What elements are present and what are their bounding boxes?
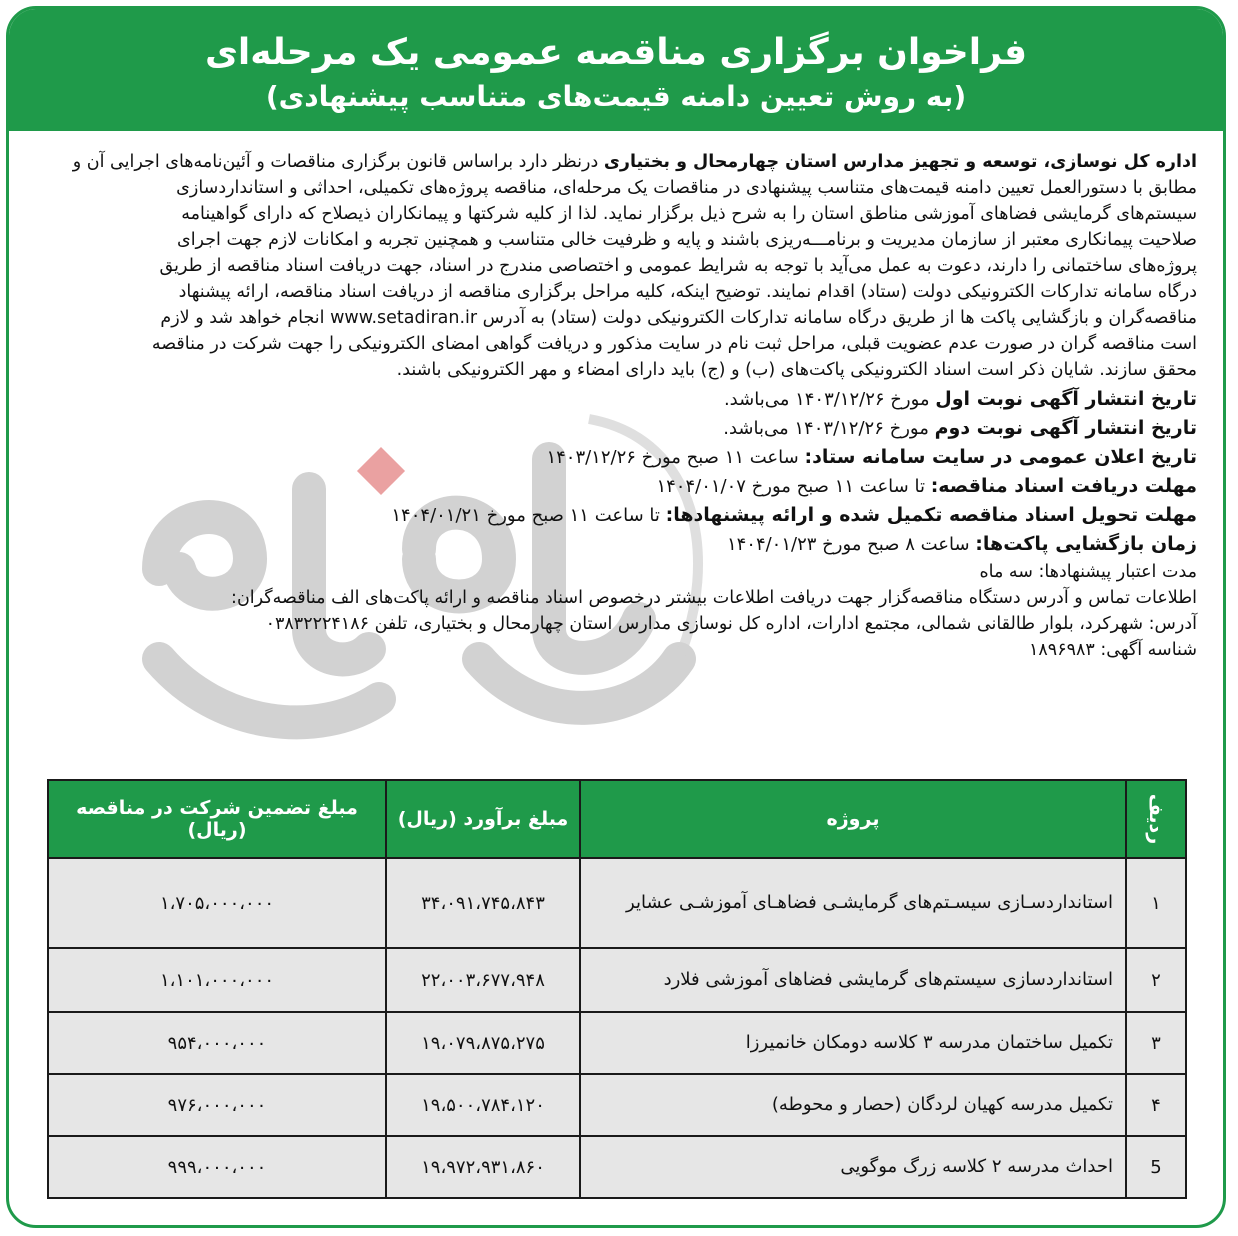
- row-index: ۲: [1126, 948, 1186, 1012]
- row-guarantee: ۱،۷۰۵،۰۰۰،۰۰۰: [48, 858, 386, 948]
- body-line-4: صلاحیت پیمانکاری معتبر از سازمان مدیریت و برنامـــه‌ریزی باشند و پایه و ظرفیت خالی متناسب و همچنین تجربه و امکانات لازم جهت اجرای: [177, 230, 1197, 250]
- body-line-6: درگاه سامانه تدارکات الکترونیکی دولت (ستاد) اقدام نمایند. توضیح اینکه، کلیه مراحل برگزاری مناقصه از دریافت اسناد مناقصه، ارائه پیشنهاد: [178, 282, 1197, 302]
- row-project: تکمیل ساختمان مدرسه ۳ کلاسه دومکان خانمیرزا: [580, 1012, 1126, 1074]
- row-project: استانداردسـازی سیسـتم‌های گرمایشـی فضاهـای آموزشـی عشایر: [580, 858, 1126, 948]
- row-estimate: ۲۲،۰۰۳،۶۷۷،۹۴۸: [386, 948, 580, 1012]
- row-project: تکمیل مدرسه کهیان لردگان (حصار و محوطه): [580, 1074, 1126, 1136]
- validity-period: مدت اعتبار پیشنهادها: سه ماه: [979, 562, 1197, 582]
- header-project: پروژه: [580, 780, 1126, 858]
- body-line-9: محقق سازند. شایان ذکر است اسناد الکترونیکی پاکت‌های (ب) و (ج) باید دارای امضاء و مهر الکترونیکی باشند.: [396, 360, 1197, 380]
- table-row: [48, 948, 1186, 1012]
- row-estimate: ۱۹،۰۷۹،۸۷۵،۲۷۵: [386, 1012, 580, 1074]
- body-line-2: مطابق با دستورالعمل تعیین دامنه قیمت‌های متناسب پیشنهادی در مناقصات یک مرحله‌ای، مناقصه پروژه‌های تکمیلی، احداثی و استانداردسازی: [176, 178, 1197, 198]
- ad-id: شناسه آگهی: ۱۸۹۶۹۸۳: [1029, 640, 1197, 660]
- table-row: [48, 1136, 1186, 1198]
- announcement-title: فراخوان برگزاری مناقصه عمومی یک مرحله‌ای: [204, 32, 1028, 73]
- date-public-announcement: تاریخ اعلان عمومی در سایت سامانه ستاد: ساعت ۱۱ صبح مورخ ۱۴۰۳/۱۲/۲۶: [546, 446, 1197, 468]
- organization-name: اداره کل نوسازی، توسعه و تجهیز مدارس استان چهارمحال و بختیاری: [603, 152, 1197, 172]
- row-guarantee: ۱،۱۰۱،۰۰۰،۰۰۰: [48, 948, 386, 1012]
- table-row: [48, 1012, 1186, 1074]
- body-text: [55, 149, 1197, 663]
- row-guarantee: ۹۹۹،۰۰۰،۰۰۰: [48, 1136, 386, 1198]
- announcement-subtitle: (به روش تعیین دامنه قیمت‌های متناسب پیشنهادی): [265, 80, 967, 113]
- date-second-publication: تاریخ انتشار آگهی نوبت دوم مورخ ۱۴۰۳/۱۲/۲۶ می‌باشد.: [723, 417, 1197, 439]
- header-index: ردیف: [1126, 780, 1186, 858]
- body-line-1: اداره کل نوسازی، توسعه و تجهیز مدارس استان چهارمحال و بختیاری درنظر دارد براساس قانون برگزاری مناقصات و آئین‌نامه‌های اجرایی آن و: [72, 152, 1197, 172]
- address: آدرس: شهرکرد، بلوار طالقانی شمالی، مجتمع ادارات، اداره کل نوسازی مدارس استان چهارمحال و بختیاری، تلفن ۰۳۸۳۲۲۲۴۱۸۶: [265, 614, 1197, 634]
- row-project: احداث مدرسه ۲ کلاسه زرگ موگویی: [580, 1136, 1126, 1198]
- date-submission-deadline: مهلت تحویل اسناد مناقصه تکمیل شده و ارائه پیشنهادها: تا ساعت ۱۱ صبح مورخ ۱۴۰۴/۰۱/۲۱: [391, 504, 1197, 526]
- header-estimate: مبلغ برآورد (ریال): [386, 780, 580, 858]
- row-index: ۱: [1126, 858, 1186, 948]
- row-estimate: ۱۹،۵۰۰،۷۸۴،۱۲۰: [386, 1074, 580, 1136]
- dates-list: [55, 385, 1197, 559]
- row-index: ۳: [1126, 1012, 1186, 1074]
- row-guarantee: ۹۷۶،۰۰۰،۰۰۰: [48, 1074, 386, 1136]
- date-opening: زمان بازگشایی پاکت‌ها: ساعت ۸ صبح مورخ ۱۴۰۴/۰۱/۲۳: [726, 533, 1197, 555]
- row-index: ۴: [1126, 1074, 1186, 1136]
- row-index: 5: [1126, 1136, 1186, 1198]
- row-estimate: ۱۹،۹۷۲،۹۳۱،۸۶۰: [386, 1136, 580, 1198]
- body-line-5: پروژه‌های ساختمانی را دارند، دعوت به عمل می‌آید با توجه به شرایط عمومی و اختصاصی مندرج در اسناد، جهت دریافت اسناد مناقصه از طریق: [159, 256, 1197, 276]
- table-row: [48, 858, 1186, 948]
- body-line-3: سیستم‌های گرمایشی فضاهای آموزشی مناطق استان را به شرح ذیل برگزار نماید. لذا از کلیه شرکتها و پیمانکاران ذیصلاح که دارای گواهینامه: [181, 204, 1197, 224]
- body-line-7: مناقصه‌گران و بازگشایی پاکت ها از طریق درگاه سامانه تدارکات الکترونیکی دولت (ستاد) به آدرس www.setadiran.ir انجام خواهد شد و لازم: [160, 308, 1197, 328]
- date-first-publication: تاریخ انتشار آگهی نوبت اول مورخ ۱۴۰۳/۱۲/۲۶ می‌باشد.: [723, 388, 1197, 410]
- projects-table: [47, 779, 1187, 1199]
- table-header-row: [48, 780, 1186, 858]
- contact-info: اطلاعات تماس و آدرس دستگاه مناقصه‌گزار جهت دریافت اطلاعات بیشتر درخصوص اسناد مناقصه و ارائه پاکت‌های الف مناقصه‌گران:: [231, 588, 1197, 608]
- row-guarantee: ۹۵۴،۰۰۰،۰۰۰: [48, 1012, 386, 1074]
- header-banner: [9, 9, 1223, 131]
- body-line-8: است مناقصه گران در صورت عدم عضویت قبلی، مراحل ثبت نام در سایت مذکور و دریافت گواهی امضای الکترونیکی را جهت شرکت در مناقصه: [151, 334, 1197, 354]
- header-guarantee: مبلغ تضمین شرکت در مناقصه (ریال): [48, 780, 386, 858]
- row-project: استانداردسازی سیستم‌های گرمایشی فضاهای آموزشی فلارد: [580, 948, 1126, 1012]
- row-estimate: ۳۴،۰۹۱،۷۴۵،۸۴۳: [386, 858, 580, 948]
- table-row: [48, 1074, 1186, 1136]
- date-document-deadline: مهلت دریافت اسناد مناقصه: تا ساعت ۱۱ صبح مورخ ۱۴۰۴/۰۱/۰۷: [656, 475, 1197, 497]
